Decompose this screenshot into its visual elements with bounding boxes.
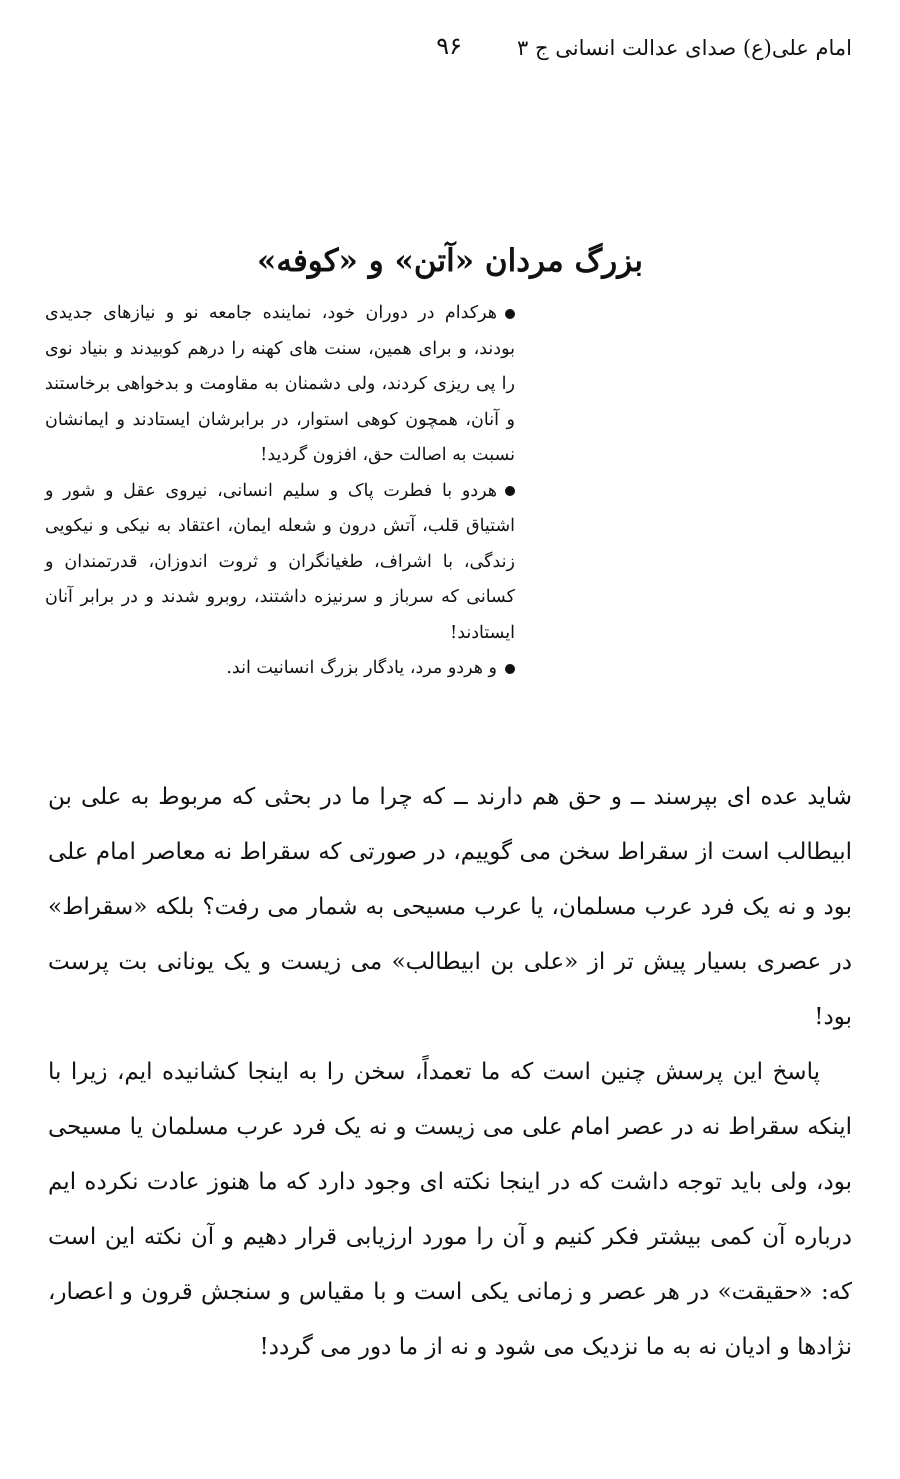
running-header	[48, 32, 852, 72]
summary-item-text: و هردو مرد، یادگار بزرگ انسانیت اند.	[226, 658, 497, 678]
body-text	[48, 770, 852, 1375]
summary-item-text: هرکدام در دوران خود، نماینده جامعه نو و نیازهای جدیدی بودند، و برای همین، سنت های کهنه را درهم کوبیدند و بنیاد نوی را پی ریزی کردند، ولی دشمنان به مقاومت و بدخواهی برخاستند و آنان، همچون کوهی استوار، در برابرشان ایستادند و ایمانشان نسبت به اصالت حق، افزون گردید!	[45, 303, 515, 465]
bullet-icon	[505, 664, 515, 674]
summary-item	[45, 651, 515, 687]
summary-item	[45, 474, 515, 652]
book-title: امام علی(ع) صدای عدالت انسانی ج ۳	[517, 36, 852, 60]
summary-item	[45, 296, 515, 474]
body-paragraph: شاید عده ای بپرسند ــ و حق هم دارند ــ که چرا ما در بحثی که مربوط به علی بن ابیطالب است از سقراط سخن می گوییم، در صورتی که سقراط نه معاصر امام علی بود و نه یک فرد عرب مسلمان، یا عرب مسیحی به شمار می رفت؟ بلکه «سقراط» در عصری بسیار پیش تر از «علی بن ابیطالب» می زیست و یک یونانی بت پرست بود!	[48, 784, 852, 1030]
summary-item-text: هردو با فطرت پاک و سلیم انسانی، نیروی عقل و شور و اشتیاق قلب، آتش درون و شعله ایمان، اعتقاد به نیکی و نیکویی زندگی، با اشراف، طغیانگران و ثروت اندوزان، قدرتمندان و کسانی که سرباز و سرنیزه داشتند، روبرو شدند و در برابر آنان ایستادند!	[45, 480, 515, 643]
section-title: بزرگ مردان «آتن» و «کوفه»	[256, 242, 644, 279]
bullet-icon	[505, 486, 515, 496]
page-number: ۹۶	[436, 32, 462, 60]
summary-list	[45, 296, 515, 687]
body-paragraph: پاسخ این پرسش چنین است که ما تعمداً، سخن را به اینجا کشانیده ایم، زیرا با اینکه سقراط نه در عصر امام علی می زیست و نه یک فرد عرب مسلمان یا مسیحی بود، ولی باید توجه داشت که در اینجا نکته ای وجود دارد که ما هنوز عادت نکرده ایم درباره آن کمی بیشتر فکر کنیم و آن را مورد ارزیابی قرار دهیم و آن نکته این است که: «حقیقت» در هر عصر و زمانی یکی است و با مقیاس و سنجش قرون و اعصار، نژادها و ادیان نه به ما نزدیک می شود و نه از ما دور می گردد!	[48, 1059, 852, 1360]
bullet-icon	[505, 309, 515, 319]
